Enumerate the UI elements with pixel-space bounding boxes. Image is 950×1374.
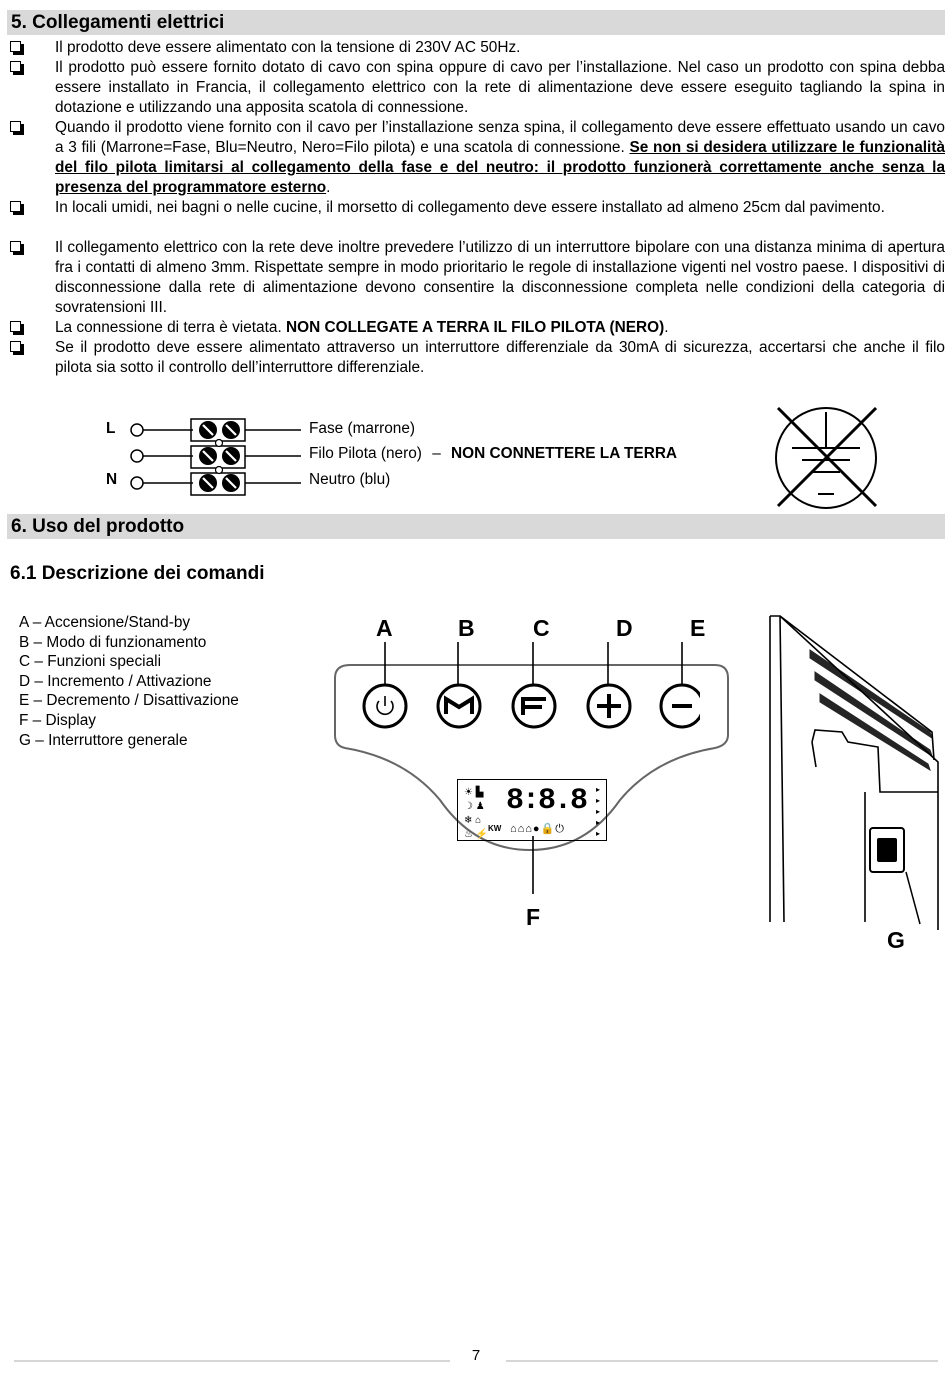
pilot-label	[309, 445, 677, 463]
bullet-text: Il prodotto può essere fornito dotato di cavo con spina oppure di cavo per l’installazione. Nel caso un prodotto con spina debba essere installato in Francia, il collegamento elettrico con la rete di alimentazione deve essere eseguito tagliando la spina in dotazione e utilizzando una apposita scatola di connessione.	[55, 59, 945, 116]
checkbox-bullet-icon	[10, 241, 21, 252]
display-left-icons: ☀ ▙ ☽ ♟ ❄ ⌂ ♨ ⚡	[464, 787, 489, 840]
control-panel-drawing	[330, 640, 730, 895]
lcd-display	[457, 779, 607, 841]
bullet-text: Se il prodotto deve essere alimentato attraverso un interruttore differenziale da 30mA di sicurezza, accertarsi che anche il filo pilota sia sotto il controllo dell’interruttore differenziale.	[55, 339, 945, 376]
footer-rule-left	[14, 1360, 450, 1362]
mode-button-icon[interactable]	[438, 685, 480, 727]
bullet-cable	[10, 118, 945, 198]
bullet-earth	[10, 318, 945, 338]
checkbox-bullet-icon	[10, 201, 21, 212]
pilot-text: Filo Pilota (nero)	[309, 445, 422, 462]
terminal-n-label: N	[106, 471, 118, 488]
section-6-title: 6. Uso del prodotto	[7, 514, 945, 539]
bullet-text: Il collegamento elettrico con la rete deve inoltre prevedere l’utilizzo di un interruttore bipolare con una distanza minima di apertura fra i contatti di almeno 3mm. Rispettate sempre in modo prioritario le regole di installazione vigenti nel vostro paese. I dispositivi di disconnessione dalla rete di alimentazione devono consentire la disconnessione completa nelle condizioni della categoria di sovratensioni III.	[55, 239, 945, 316]
bullet-text: In locali umidi, nei bagni o nelle cucine, il morsetto di collegamento deve essere installato ad almeno 25cm dal pavimento.	[55, 199, 885, 216]
neutral-label: Neutro (blu)	[309, 471, 391, 488]
bullet-text-part: La connessione di terra è vietata.	[55, 319, 287, 336]
heater-side-view	[760, 612, 945, 930]
checkbox-bullet-icon	[10, 41, 21, 52]
bullet-text-emphasis: NON COLLEGATE A TERRA IL FILO PILOTA (NERO)	[286, 319, 665, 336]
bullet-bipolar	[10, 238, 945, 318]
legend-item: D – Incremento / Attivazione	[19, 672, 212, 690]
display-right-indicators: ▸ ▸ ▸ ▸ ▸	[595, 785, 600, 838]
display-unit: KW	[488, 824, 502, 833]
legend-item: E – Decremento / Disattivazione	[19, 692, 239, 710]
legend-item: C – Funzioni speciali	[19, 653, 162, 671]
display-digits: 8:8.8	[506, 784, 587, 818]
checkbox-bullet-icon	[10, 341, 21, 352]
page-number: 7	[471, 1347, 481, 1364]
bullet-text: Il prodotto deve essere alimentato con la tensione di 230V AC 50Hz.	[55, 39, 521, 56]
minus-button-icon[interactable]	[661, 685, 700, 727]
letter-b: B	[458, 615, 475, 641]
bullet-text	[55, 318, 945, 338]
subsection-title: 6.1 Descrizione dei comandi	[10, 563, 265, 584]
power-button-icon[interactable]	[364, 685, 406, 727]
special-functions-button-icon[interactable]	[513, 685, 555, 727]
bullet-differential	[10, 338, 945, 378]
legend-item: F – Display	[19, 711, 96, 729]
controls-legend	[19, 613, 239, 750]
plus-button-icon[interactable]	[588, 685, 630, 727]
bullet-text-emphasis: Se non si desidera utilizzare le funzionalità del filo pilota limitarsi al collegamento della fase e del neutro: il prodotto funzionerà correttamente anche senza la presenza del programmatore esterno	[55, 139, 946, 196]
bullet-text	[55, 118, 945, 198]
letter-f: F	[526, 904, 541, 930]
display-bottom-icons: ⌂⌂⌂●🔒⏻	[510, 823, 565, 835]
checkbox-bullet-icon	[10, 121, 21, 132]
legend-item: B – Modo di funzionamento	[19, 633, 207, 651]
bullet-plug	[10, 58, 945, 118]
crossed-earth-icon	[768, 404, 884, 510]
bullet-text-part: Quando il prodotto viene fornito con il cavo per l’installazione senza spina, il collegamento deve essere effettuato usando un cavo a 3 fili (Marrone=Fase, Blu=Neutro, Nero=Filo pilota) e una scatola di connessione.	[55, 119, 945, 156]
bullet-voltage	[10, 38, 945, 58]
letter-e: E	[690, 615, 706, 641]
terminal-l-label: L	[106, 420, 116, 437]
bullet-text-part: .	[664, 319, 669, 336]
pilot-warning: NON CONNETTERE LA TERRA	[451, 445, 678, 462]
letter-d: D	[616, 615, 633, 641]
letter-c: C	[533, 615, 550, 641]
pilot-dash: –	[432, 445, 441, 462]
letter-g: G	[887, 927, 905, 953]
checkbox-bullet-icon	[10, 321, 21, 332]
terminal-block-icon	[125, 412, 305, 497]
letter-a: A	[376, 615, 393, 641]
bullet-text-part: .	[326, 179, 331, 196]
panel-buttons	[360, 683, 700, 731]
legend-item: G – Interruttore generale	[19, 731, 188, 749]
checkbox-bullet-icon	[10, 61, 21, 72]
phase-label: Fase (marrone)	[309, 420, 416, 437]
section-5-title: 5. Collegamenti elettrici	[7, 10, 945, 35]
bullet-humid	[10, 198, 945, 218]
footer-rule-right	[506, 1360, 938, 1362]
legend-item: A – Accensione/Stand-by	[19, 614, 191, 631]
